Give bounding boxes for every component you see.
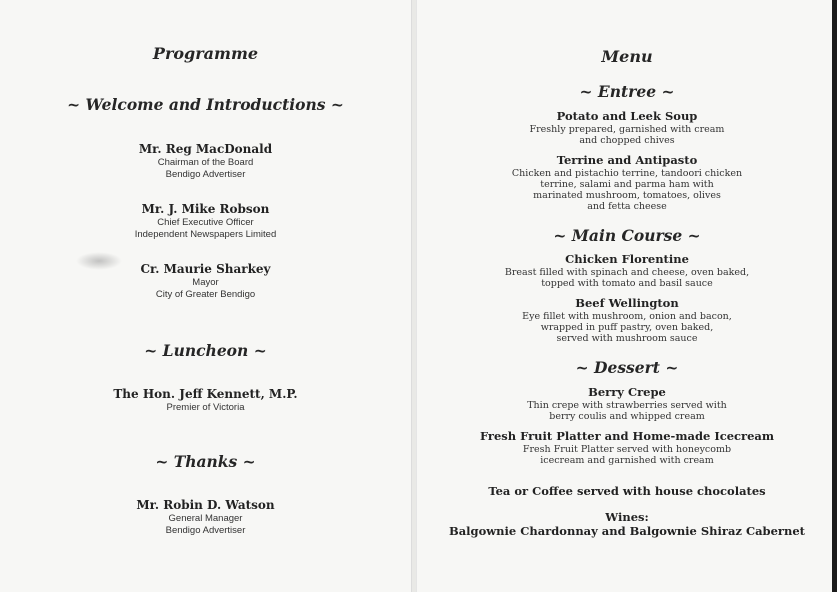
welcome-heading: ~ Welcome and Introductions ~: [67, 95, 344, 114]
speaker-org: Bendigo Advertiser: [165, 168, 246, 180]
dish-desc-line: wrapped in puff pastry, oven baked,: [540, 322, 714, 333]
dish-terrine-antipasto: [417, 153, 837, 212]
wines-label: Wines:: [605, 510, 649, 524]
dish-potato-leek-soup: [417, 109, 837, 146]
speaker-role: Chief Executive Officer: [157, 217, 254, 228]
dish-fruit-platter: [417, 429, 837, 466]
speaker-mike-robson: [0, 201, 411, 240]
menu-page: [416, 0, 837, 592]
speaker-name: Mr. Robin D. Watson: [136, 498, 275, 512]
dish-desc-line: topped with tomato and basil sauce: [541, 278, 713, 289]
wines-text: Balgownie Chardonnay and Balgownie Shiraz Cabernet: [449, 524, 805, 538]
speaker-maurie-sharkey: [0, 261, 411, 300]
speaker-org: Bendigo Advertiser: [165, 524, 246, 536]
speaker-role: Premier of Victoria: [166, 402, 245, 413]
menu-title: Menu: [601, 47, 653, 66]
dish-berry-crepe: [417, 385, 837, 422]
dish-desc-line: served with mushroom sauce: [556, 333, 698, 344]
speaker-name: Mr. J. Mike Robson: [141, 202, 270, 216]
thanks-heading: ~ Thanks ~: [155, 452, 256, 471]
dish-name: Chicken Florentine: [565, 252, 689, 266]
dish-desc-line: berry coulis and whipped cream: [549, 411, 705, 422]
dish-desc-line: and chopped chives: [579, 135, 675, 146]
dish-desc-line: Fresh Fruit Platter served with honeycomb: [522, 444, 732, 455]
dish-desc-line: marinated mushroom, tomatoes, olives: [533, 190, 721, 201]
speaker-name: Cr. Maurie Sharkey: [140, 262, 271, 276]
speaker-name: The Hon. Jeff Kennett, M.P.: [113, 387, 298, 401]
speaker-jeff-kennett: [0, 386, 411, 414]
dish-name: Berry Crepe: [588, 385, 666, 399]
speaker-org: City of Greater Bendigo: [155, 288, 256, 300]
wines-block: [417, 510, 837, 538]
speaker-reg-macdonald: [0, 141, 411, 180]
programme-title: Programme: [152, 44, 259, 63]
dish-name: Fresh Fruit Platter and Home-made Icecream: [479, 429, 775, 443]
dessert-heading: ~ Dessert ~: [575, 358, 679, 377]
dish-name: Beef Wellington: [575, 296, 679, 310]
speaker-robin-watson: [0, 497, 411, 536]
speaker-org: Independent Newspapers Limited: [134, 228, 277, 240]
dish-desc-line: Chicken and pistachio terrine, tandoori chicken: [511, 168, 743, 179]
luncheon-heading: ~ Luncheon ~: [144, 341, 267, 360]
main-course-heading: ~ Main Course ~: [553, 226, 701, 245]
entree-heading: ~ Entree ~: [579, 82, 675, 101]
dish-name: Terrine and Antipasto: [556, 153, 698, 167]
scan-edge: [832, 0, 837, 592]
programme-page: [0, 0, 412, 592]
speaker-name: Mr. Reg MacDonald: [138, 142, 273, 156]
dish-desc-line: terrine, salami and parma ham with: [540, 179, 714, 190]
dish-desc-line: and fetta cheese: [587, 201, 667, 212]
speaker-role: General Manager: [168, 513, 243, 524]
dish-chicken-florentine: [417, 252, 837, 289]
dish-name: Potato and Leek Soup: [556, 109, 698, 123]
dish-desc-line: Eye fillet with mushroom, onion and bacon,: [522, 311, 732, 322]
dish-desc-line: Thin crepe with strawberries served with: [527, 400, 727, 411]
dish-desc-line: icecream and garnished with cream: [540, 455, 714, 466]
dish-beef-wellington: [417, 296, 837, 344]
coffee-line: Tea or Coffee served with house chocolates: [488, 484, 766, 498]
dish-desc-line: Breast filled with spinach and cheese, oven baked,: [504, 267, 750, 278]
dish-desc-line: Freshly prepared, garnished with cream: [529, 124, 725, 135]
speaker-role: Chairman of the Board: [157, 157, 254, 168]
speaker-role: Mayor: [192, 277, 219, 288]
